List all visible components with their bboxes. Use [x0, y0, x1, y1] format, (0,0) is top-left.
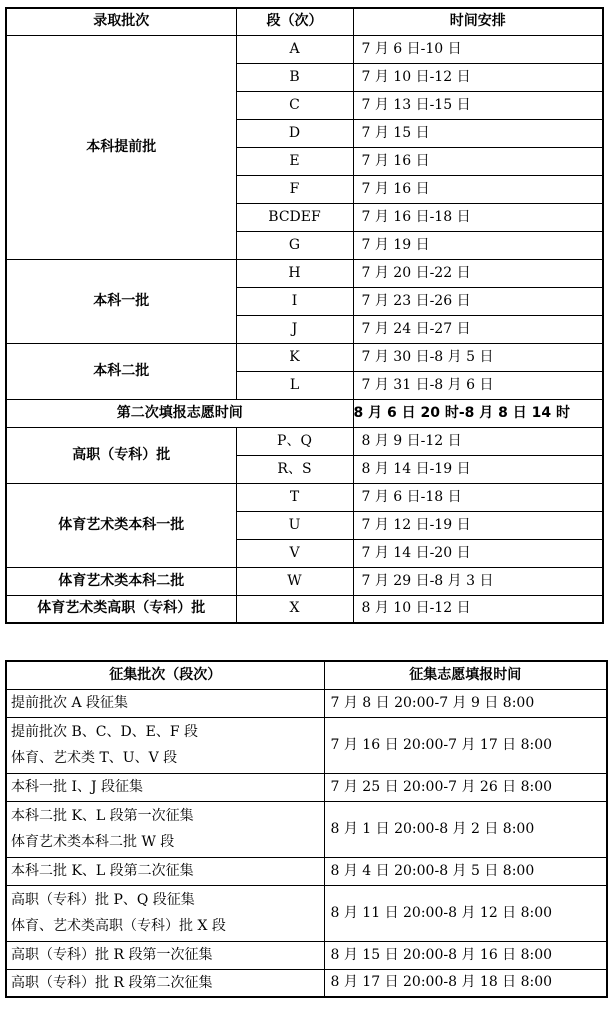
segment-cell: X [236, 595, 353, 623]
time-cell: 7 月 15 日 [353, 119, 603, 147]
batch-name: 本科提前批 [6, 35, 236, 259]
segment-cell: D [236, 119, 353, 147]
batch-name: 体育艺术类本科二批 [6, 567, 236, 595]
second-fill-time: 8 月 6 日 20 时-8 月 8 日 14 时 [353, 399, 603, 427]
segment-cell: B [236, 63, 353, 91]
table-header-row [6, 661, 607, 689]
table-row [6, 595, 603, 623]
segment-cell: E [236, 147, 353, 175]
supp-batch-line: 体育、艺术类 T、U、V 段 [11, 750, 178, 766]
time-cell: 7 月 12 日-19 日 [353, 511, 603, 539]
time-cell: 7 月 19 日 [353, 231, 603, 259]
table-row [6, 941, 607, 969]
time-cell: 7 月 16 日-18 日 [353, 203, 603, 231]
batch-name: 本科二批 [6, 343, 236, 399]
supp-batch-line: 高职（专科）批 P、Q 段征集 [11, 892, 195, 908]
time-cell: 7 月 20 日-22 日 [353, 259, 603, 287]
time-cell: 8 月 9 日-12 日 [353, 427, 603, 455]
header-segment: 段（次） [236, 8, 353, 35]
header-batch: 录取批次 [6, 8, 236, 35]
header-supp-batch: 征集批次（段次） [6, 661, 324, 689]
table-row [6, 885, 607, 941]
table-row [6, 857, 607, 885]
batch-name: 高职（专科）批 [6, 427, 236, 483]
table-row [6, 427, 603, 455]
table-row [6, 773, 607, 801]
supp-batch-cell [6, 773, 324, 801]
supp-batch-cell [6, 717, 324, 773]
segment-cell: U [236, 511, 353, 539]
time-cell: 7 月 14 日-20 日 [353, 539, 603, 567]
segment-cell: K [236, 343, 353, 371]
segment-cell: F [236, 175, 353, 203]
supp-time-cell: 7 月 25 日 20:00-7 月 26 日 8:00 [324, 773, 607, 801]
segment-cell: W [236, 567, 353, 595]
table-header-row [6, 8, 603, 35]
table-row [6, 717, 607, 773]
batch-name: 本科一批 [6, 259, 236, 343]
segment-cell: C [236, 91, 353, 119]
supp-batch-line: 体育、艺术类高职（专科）批 X 段 [11, 918, 226, 934]
header-time: 时间安排 [353, 8, 603, 35]
supp-time-cell: 8 月 1 日 20:00-8 月 2 日 8:00 [324, 801, 607, 857]
supp-batch-cell [6, 689, 324, 717]
supp-batch-line: 体育艺术类本科二批 W 段 [11, 834, 175, 850]
supplementary-schedule-table [5, 660, 608, 998]
segment-cell: T [236, 483, 353, 511]
table-row [6, 801, 607, 857]
time-cell: 7 月 6 日-18 日 [353, 483, 603, 511]
time-cell: 7 月 10 日-12 日 [353, 63, 603, 91]
batch-name: 体育艺术类本科一批 [6, 483, 236, 567]
table-row [6, 969, 607, 997]
second-fill-label: 第二次填报志愿时间 [6, 399, 353, 427]
table-body-group-a [6, 35, 603, 399]
header-supp-time: 征集志愿填报时间 [324, 661, 607, 689]
segment-cell: G [236, 231, 353, 259]
admission-schedule-table [5, 7, 604, 624]
time-cell: 7 月 30 日-8 月 5 日 [353, 343, 603, 371]
supp-batch-line: 提前批次 B、C、D、E、F 段 [11, 724, 199, 740]
time-cell: 7 月 13 日-15 日 [353, 91, 603, 119]
time-cell: 7 月 23 日-26 日 [353, 287, 603, 315]
supp-time-cell: 7 月 8 日 20:00-7 月 9 日 8:00 [324, 689, 607, 717]
supp-batch-cell [6, 969, 324, 997]
batch-name: 体育艺术类高职（专科）批 [6, 595, 236, 623]
segment-cell: P、Q [236, 427, 353, 455]
table-row [6, 343, 603, 371]
table-row [6, 483, 603, 511]
segment-cell: H [236, 259, 353, 287]
table-row [6, 259, 603, 287]
segment-cell: A [236, 35, 353, 63]
segment-cell: J [236, 315, 353, 343]
supp-batch-line: 提前批次 A 段征集 [11, 695, 129, 711]
time-cell: 7 月 16 日 [353, 175, 603, 203]
segment-cell: V [236, 539, 353, 567]
supp-batch-line: 本科一批 I、J 段征集 [11, 779, 144, 795]
time-cell: 7 月 16 日 [353, 147, 603, 175]
supp-time-cell: 8 月 4 日 20:00-8 月 5 日 8:00 [324, 857, 607, 885]
supp-batch-cell [6, 941, 324, 969]
time-cell: 7 月 29 日-8 月 3 日 [353, 567, 603, 595]
time-cell: 7 月 31 日-8 月 6 日 [353, 371, 603, 399]
time-cell: 7 月 6 日-10 日 [353, 35, 603, 63]
supp-batch-line: 高职（专科）批 R 段第二次征集 [11, 974, 213, 991]
table-row [6, 35, 603, 63]
supp-time-cell: 8 月 17 日 20:00-8 月 18 日 8:00 [324, 969, 607, 997]
segment-cell: BCDEF [236, 203, 353, 231]
second-fill-row [6, 399, 603, 427]
supp-time-cell: 8 月 11 日 20:00-8 月 12 日 8:00 [324, 885, 607, 941]
supp-batch-line: 高职（专科）批 R 段第一次征集 [11, 947, 213, 963]
time-cell: 7 月 24 日-27 日 [353, 315, 603, 343]
supp-time-cell: 7 月 16 日 20:00-7 月 17 日 8:00 [324, 717, 607, 773]
supp-time-cell: 8 月 15 日 20:00-8 月 16 日 8:00 [324, 941, 607, 969]
table-row [6, 567, 603, 595]
supp-batch-cell [6, 857, 324, 885]
segment-cell: R、S [236, 455, 353, 483]
supp-batch-cell [6, 885, 324, 941]
supp-batch-line: 本科二批 K、L 段第二次征集 [11, 863, 194, 879]
supp-batch-cell [6, 801, 324, 857]
time-cell: 8 月 10 日-12 日 [353, 595, 603, 623]
table-row [6, 689, 607, 717]
segment-cell: L [236, 371, 353, 399]
supp-table-body [6, 689, 607, 997]
supp-batch-line: 本科二批 K、L 段第一次征集 [11, 808, 194, 824]
segment-cell: I [236, 287, 353, 315]
time-cell: 8 月 14 日-19 日 [353, 455, 603, 483]
table-body-group-b [6, 427, 603, 623]
